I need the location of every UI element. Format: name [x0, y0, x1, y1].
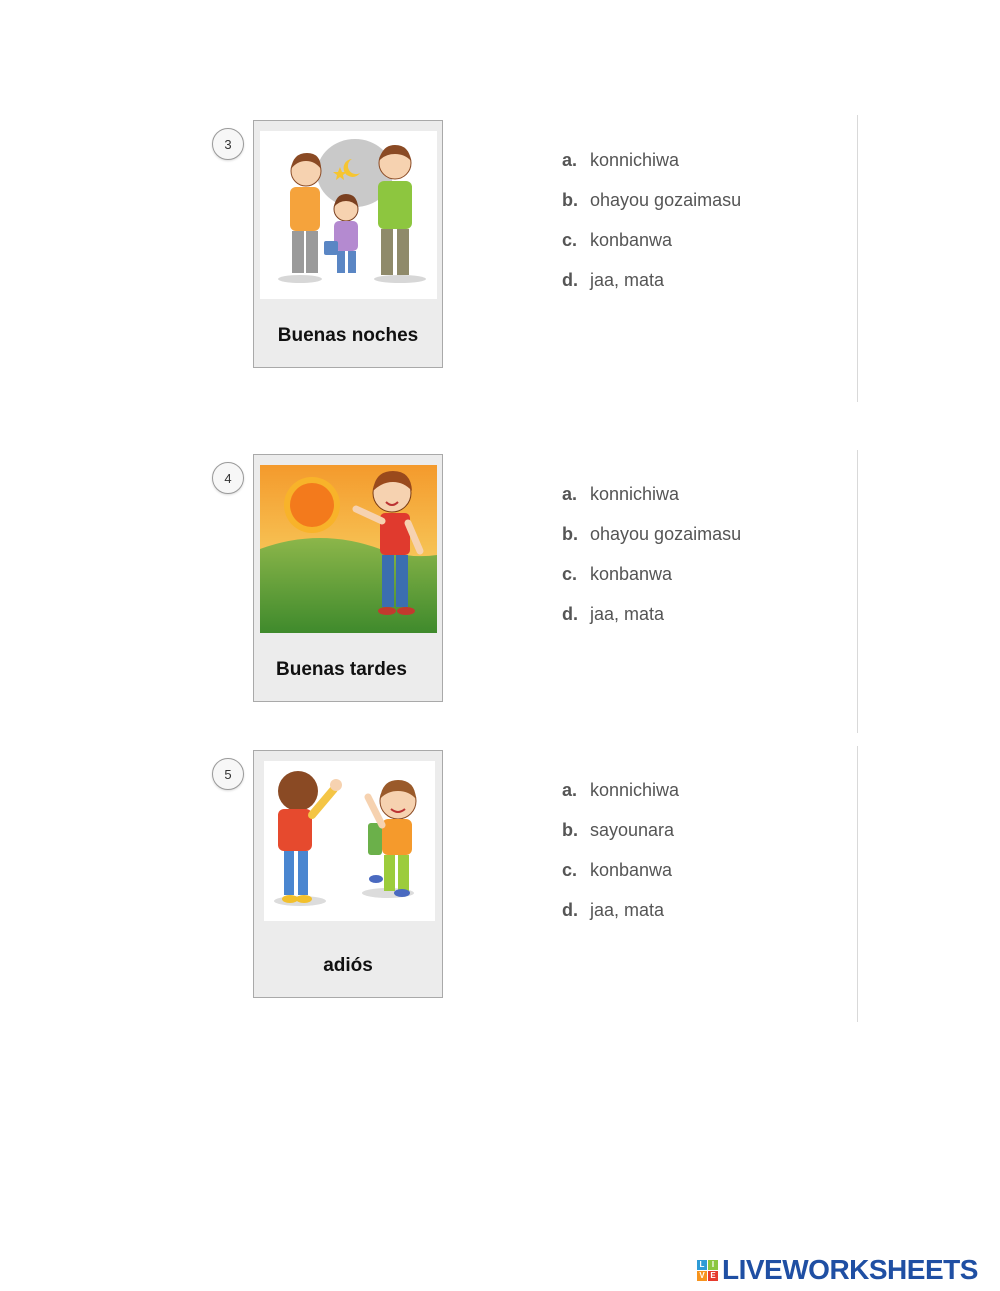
option-text: konnichiwa — [590, 484, 680, 504]
question-number: 5 — [212, 758, 244, 790]
option-letter: c. — [562, 564, 578, 584]
greeting-illustration-night — [260, 131, 437, 299]
option-letter: b. — [562, 524, 578, 544]
option-letter: b. — [562, 190, 578, 210]
option-text: konnichiwa — [590, 780, 680, 800]
option-c[interactable] — [562, 228, 741, 268]
logo-block: L — [697, 1260, 707, 1270]
card-caption: Buenas noches — [277, 325, 419, 346]
option-text: jaa, mata — [590, 604, 665, 624]
greeting-illustration-afternoon — [260, 465, 437, 633]
logo-block: I — [708, 1260, 718, 1270]
option-letter: a. — [562, 150, 578, 170]
greeting-illustration-goodbye — [264, 761, 435, 921]
option-letter: d. — [562, 270, 578, 290]
option-letter: d. — [562, 900, 578, 920]
question-number: 3 — [212, 128, 244, 160]
option-c[interactable] — [562, 858, 679, 898]
card-caption: adiós — [323, 955, 373, 976]
option-text: sayounara — [590, 820, 675, 840]
option-d[interactable] — [562, 898, 679, 938]
logo-block: E — [708, 1271, 718, 1281]
option-text: ohayou gozaimasu — [590, 524, 742, 544]
option-c[interactable] — [562, 562, 741, 602]
option-a[interactable] — [562, 148, 741, 188]
picture-card — [253, 750, 443, 998]
option-letter: c. — [562, 860, 578, 880]
option-text: konnichiwa — [590, 150, 680, 170]
option-text: jaa, mata — [590, 900, 665, 920]
answer-options — [562, 148, 741, 308]
liveworksheets-logo — [697, 1255, 978, 1285]
option-b[interactable] — [562, 522, 741, 562]
card-caption: Buenas tardes — [276, 659, 407, 680]
question-number: 4 — [212, 462, 244, 494]
divider-line — [857, 450, 858, 733]
option-a[interactable] — [562, 482, 741, 522]
divider-line — [857, 746, 858, 1022]
brand-name: LIVEWORKSHEETS — [722, 1254, 978, 1285]
option-b[interactable] — [562, 188, 741, 228]
option-b[interactable] — [562, 818, 679, 858]
option-letter: a. — [562, 484, 578, 504]
option-text: ohayou gozaimasu — [590, 190, 742, 210]
option-text: jaa, mata — [590, 270, 665, 290]
option-text: konbanwa — [590, 860, 673, 880]
picture-card — [253, 454, 443, 702]
picture-card — [253, 120, 443, 368]
option-d[interactable] — [562, 602, 741, 642]
option-letter: b. — [562, 820, 578, 840]
option-letter: d. — [562, 604, 578, 624]
logo-blocks-icon — [697, 1260, 718, 1281]
answer-options — [562, 482, 741, 642]
option-letter: c. — [562, 230, 578, 250]
option-text: konbanwa — [590, 564, 673, 584]
answer-options — [562, 778, 679, 938]
option-a[interactable] — [562, 778, 679, 818]
option-text: konbanwa — [590, 230, 673, 250]
logo-block: V — [697, 1271, 707, 1281]
option-d[interactable] — [562, 268, 741, 308]
divider-line — [857, 115, 858, 402]
option-letter: a. — [562, 780, 578, 800]
